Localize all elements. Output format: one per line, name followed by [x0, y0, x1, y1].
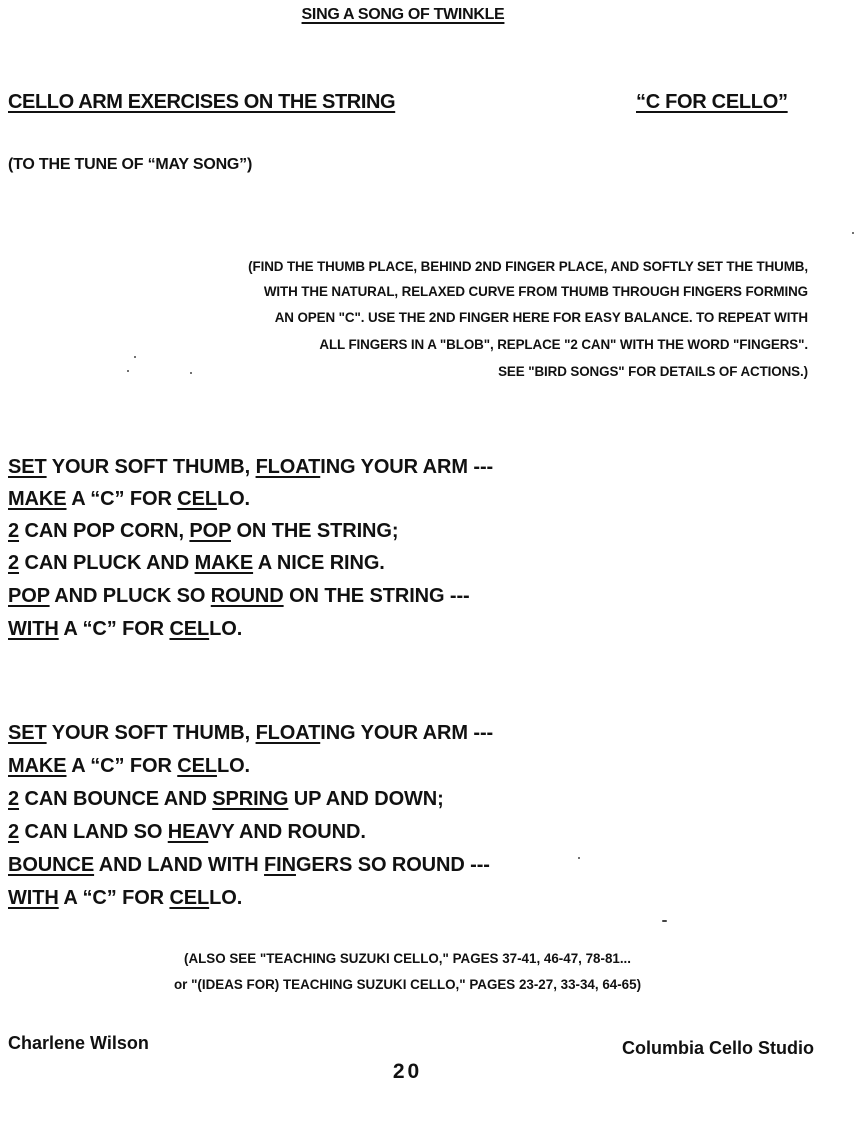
emphasis-word: FLOAT: [255, 722, 321, 744]
song-title: “C FOR CELLO”: [636, 91, 788, 113]
verse-line: SET YOUR SOFT THUMB, FLOATING YOUR ARM ---: [8, 456, 494, 478]
emphasis-word: MAKE: [8, 488, 67, 510]
emphasis-word: CEL: [169, 887, 210, 909]
emphasis-word: SET: [8, 456, 47, 478]
emphasis-word: MAKE: [194, 552, 254, 574]
scan-speck: [190, 372, 192, 374]
exercise-subtitle: CELLO ARM EXERCISES ON THE STRING: [8, 91, 396, 113]
instruction-line: (FIND THE THUMB PLACE, BEHIND 2ND FINGER PLACE, AND SOFTLY SET THE THUMB,: [248, 259, 808, 274]
studio-name: Columbia Cello Studio: [622, 1038, 814, 1058]
emphasis-word: POP: [8, 585, 50, 607]
emphasis-word: FLOAT: [255, 456, 321, 478]
emphasis-word: BOUNCE: [8, 854, 95, 876]
emphasis-word: WITH: [8, 618, 59, 640]
emphasis-word: FIN: [264, 854, 296, 876]
emphasis-word: 2: [8, 788, 20, 810]
verse-line: 2 CAN BOUNCE AND SPRING UP AND DOWN;: [8, 788, 444, 810]
reference-line: or "(IDEAS FOR) TEACHING SUZUKI CELLO," PAGES 23-27, 33-34, 64-65): [173, 977, 642, 992]
instruction-line: ALL FINGERS IN A "BLOB", REPLACE "2 CAN" WITH THE WORD "FINGERS".: [319, 337, 808, 352]
emphasis-word: WITH: [8, 887, 59, 909]
verse-line: MAKE A “C” FOR CELLO.: [8, 755, 250, 777]
page-number: 20: [392, 1060, 423, 1083]
author-name: Charlene Wilson: [8, 1033, 149, 1053]
scan-speck: [127, 370, 129, 372]
verse-line: BOUNCE AND LAND WITH FINGERS SO ROUND ---: [8, 854, 490, 876]
verse-line: 2 CAN PLUCK AND MAKE A NICE RING.: [8, 552, 385, 574]
emphasis-word: POP: [189, 520, 231, 542]
verse-line: MAKE A “C” FOR CELLO.: [8, 488, 250, 510]
emphasis-word: MAKE: [8, 755, 67, 777]
verse-line: POP AND PLUCK SO ROUND ON THE STRING ---: [8, 585, 470, 607]
instruction-line: WITH THE NATURAL, RELAXED CURVE FROM THUMB THROUGH FINGERS FORMING: [263, 284, 808, 299]
verse-line: WITH A “C” FOR CELLO.: [8, 618, 243, 640]
verse-line: SET YOUR SOFT THUMB, FLOATING YOUR ARM ---: [8, 722, 494, 744]
emphasis-word: 2: [8, 520, 20, 542]
instruction-line: SEE "BIRD SONGS" FOR DETAILS OF ACTIONS.): [498, 364, 808, 379]
verse-line: 2 CAN POP CORN, POP ON THE STRING;: [8, 520, 399, 542]
verse-line: 2 CAN LAND SO HEAVY AND ROUND.: [8, 821, 366, 843]
reference-line: (ALSO SEE "TEACHING SUZUKI CELLO," PAGES 37-41, 46-47, 78-81...: [183, 951, 631, 966]
emphasis-word: SPRING: [212, 788, 289, 810]
scan-speck: [852, 232, 854, 234]
emphasis-word: HEA: [167, 821, 209, 843]
scan-speck: [578, 857, 580, 859]
emphasis-word: CEL: [169, 618, 210, 640]
scan-speck: [134, 356, 136, 358]
emphasis-word: ROUND: [210, 585, 284, 607]
verse-line: WITH A “C” FOR CELLO.: [8, 887, 243, 909]
scan-speck: [662, 920, 667, 922]
page-title: SING A SONG OF TWINKLE: [301, 6, 505, 23]
emphasis-word: 2: [8, 821, 20, 843]
emphasis-word: SET: [8, 722, 47, 744]
emphasis-word: CEL: [177, 755, 217, 777]
emphasis-word: 2: [8, 552, 20, 574]
emphasis-word: CEL: [177, 488, 217, 510]
instruction-line: AN OPEN "C". USE THE 2ND FINGER HERE FOR EASY BALANCE. TO REPEAT WITH: [274, 310, 808, 325]
tune-note: (TO THE TUNE OF “MAY SONG”): [8, 156, 253, 173]
